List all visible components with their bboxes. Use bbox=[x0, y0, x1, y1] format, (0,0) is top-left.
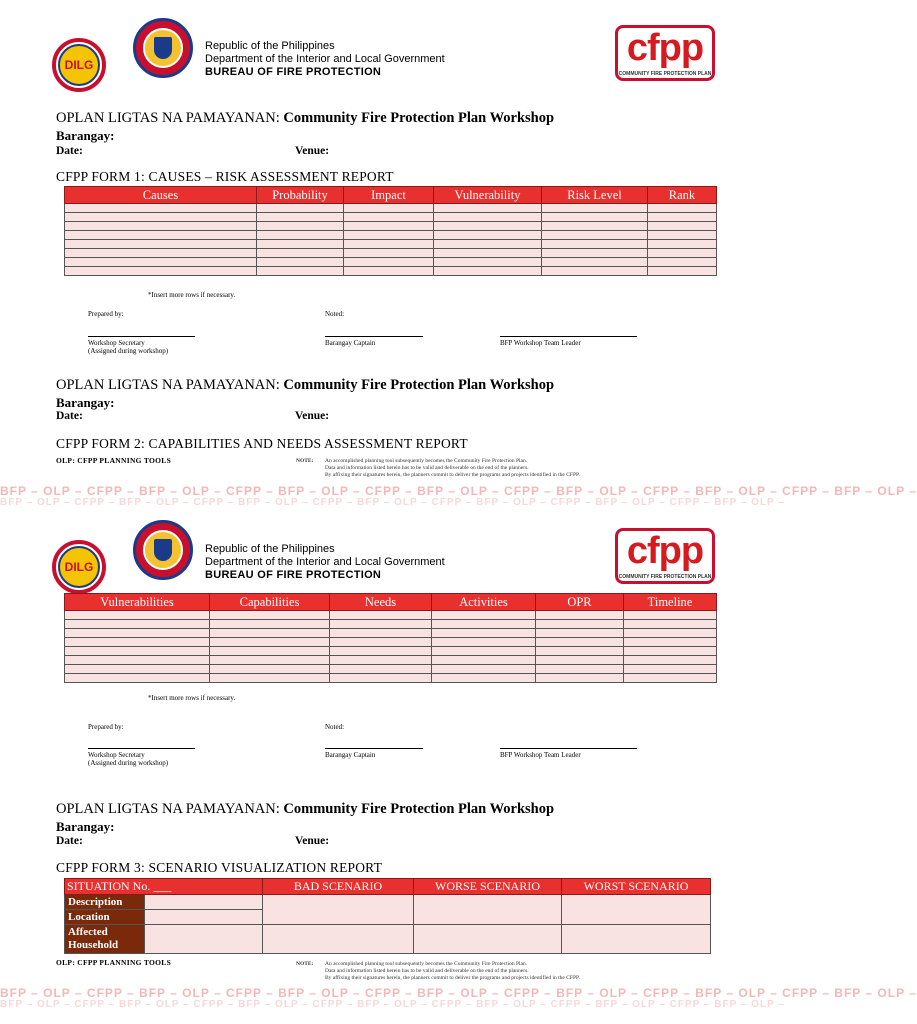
form3-cell-household-worse[interactable] bbox=[414, 925, 562, 954]
form2-table-row bbox=[65, 620, 717, 629]
form2-table-cell[interactable] bbox=[624, 611, 717, 620]
form2-table-cell[interactable] bbox=[624, 656, 717, 665]
form2-table-cell[interactable] bbox=[210, 611, 330, 620]
footer-olp-2: OLP: CFPP PLANNING TOOLS bbox=[56, 958, 172, 967]
form2-table-cell[interactable] bbox=[210, 656, 330, 665]
form3-col-situation: SITUATION No. ___ bbox=[65, 879, 263, 895]
bfp-seal-2 bbox=[133, 520, 193, 580]
watermark-2: BFP – OLP – CFPP – BFP – OLP – CFPP – BFP – OLP – CFPP – BFP – OLP – CFPP – BFP – OLP – CFPP – BFP – OLP – CFPP – BFP – OLP – bbox=[0, 986, 917, 1000]
form2-table-cell[interactable] bbox=[65, 629, 210, 638]
form1-secretary-sig: Workshop Secretary (Assigned during workshop) bbox=[88, 339, 169, 355]
date-label: Date: bbox=[56, 145, 83, 157]
form1-table-cell[interactable] bbox=[257, 204, 344, 213]
form2-table-cell[interactable] bbox=[624, 638, 717, 647]
form1-table-cell[interactable] bbox=[542, 240, 648, 249]
form1-table-cell[interactable] bbox=[344, 204, 434, 213]
form1-table-cell[interactable] bbox=[542, 267, 648, 276]
form3-row-household bbox=[65, 925, 711, 954]
form2-table-cell[interactable] bbox=[432, 674, 536, 683]
form2-captain-line bbox=[325, 748, 423, 749]
footer-note-text-1: An accomplished planning tool subsequently becomes the Community Fire Protection Plan. Data and information listed herein has to be valid and deliverable on the end of the planners. By affixing their signatures herein, the planners commit to deliver the programs and projects identified in the CFPP. bbox=[325, 458, 580, 478]
form3-cell-household-worst[interactable] bbox=[562, 925, 711, 954]
dilg-seal-text: DILG bbox=[64, 58, 94, 72]
form3-cell-location-input[interactable] bbox=[145, 910, 263, 925]
form2-table-cell[interactable] bbox=[65, 647, 210, 656]
form2-header-row bbox=[65, 594, 717, 611]
form2-table-cell[interactable] bbox=[536, 629, 624, 638]
form2-col-opr: OPR bbox=[536, 594, 624, 611]
form2-table-cell[interactable] bbox=[624, 620, 717, 629]
form2-table-cell[interactable] bbox=[330, 665, 432, 674]
form2-table-cell[interactable] bbox=[432, 656, 536, 665]
form1-table-row bbox=[65, 258, 717, 267]
form1-secretary-line bbox=[88, 336, 195, 337]
form1-table-cell[interactable] bbox=[542, 213, 648, 222]
form2-table-row bbox=[65, 674, 717, 683]
dilg-seal bbox=[52, 38, 106, 92]
form1-table-cell[interactable] bbox=[648, 204, 717, 213]
form3-cell-household-input[interactable] bbox=[145, 925, 263, 954]
form2-table-row bbox=[65, 656, 717, 665]
form2-table bbox=[64, 593, 717, 683]
form1-table-cell[interactable] bbox=[257, 213, 344, 222]
form2-table-cell[interactable] bbox=[432, 647, 536, 656]
form3-cell-household-bad[interactable] bbox=[263, 925, 414, 954]
form2-captain-sig: Barangay Captain bbox=[325, 751, 376, 759]
form2-table-cell[interactable] bbox=[624, 647, 717, 656]
form2-col-activities: Activities bbox=[432, 594, 536, 611]
form2-table-row bbox=[65, 638, 717, 647]
form1-table-cell[interactable] bbox=[542, 249, 648, 258]
footer-olp-1: OLP: CFPP PLANNING TOOLS bbox=[56, 456, 172, 465]
form2-title: CFPP FORM 2: CAPABILITIES AND NEEDS ASSESSMENT REPORT bbox=[56, 436, 468, 451]
cfpp-logo-2: cfpp COMMUNITY FIRE PROTECTION PLAN bbox=[615, 528, 715, 584]
form1-table-cell[interactable] bbox=[65, 213, 257, 222]
form1-insert-note: *Insert more rows if necessary. bbox=[148, 291, 236, 299]
cfpp-logo-word: cfpp bbox=[626, 27, 704, 69]
form2-table-cell[interactable] bbox=[432, 629, 536, 638]
form1-table-cell[interactable] bbox=[65, 222, 257, 231]
venue-label-3: Venue: bbox=[295, 835, 330, 847]
form2-table-cell[interactable] bbox=[624, 665, 717, 674]
form3-cell-worse[interactable] bbox=[414, 895, 562, 925]
form1-table-cell[interactable] bbox=[344, 231, 434, 240]
form1-table-cell[interactable] bbox=[648, 258, 717, 267]
form2-table-cell[interactable] bbox=[65, 674, 210, 683]
form2-table-cell[interactable] bbox=[330, 620, 432, 629]
form1-table-cell[interactable] bbox=[542, 222, 648, 231]
form1-col-causes: Causes bbox=[65, 187, 257, 204]
form2-col-vulnerabilities: Vulnerabilities bbox=[65, 594, 210, 611]
form1-table-row bbox=[65, 267, 717, 276]
form3-cell-bad[interactable] bbox=[263, 895, 414, 925]
form2-prepared-by: Prepared by: bbox=[88, 723, 124, 731]
form2-table-cell[interactable] bbox=[432, 611, 536, 620]
watermark-1b: BFP – OLP – CFPP – BFP – OLP – CFPP – BFP – OLP – CFPP – BFP – OLP – CFPP – BFP – OLP – CFPP – BFP – OLP – CFPP – BFP – OLP – bbox=[0, 497, 785, 508]
form2-table-cell[interactable] bbox=[536, 656, 624, 665]
form1-table-row bbox=[65, 213, 717, 222]
form1-table-cell[interactable] bbox=[542, 258, 648, 267]
form1-col-probability: Probability bbox=[257, 187, 344, 204]
barangay-label: Barangay: bbox=[56, 128, 115, 143]
form2-table-cell[interactable] bbox=[65, 656, 210, 665]
watermark-2b: BFP – OLP – CFPP – BFP – OLP – CFPP – BFP – OLP – CFPP – BFP – OLP – CFPP – BFP – OLP – CFPP – BFP – OLP – CFPP – BFP – OLP – bbox=[0, 999, 785, 1010]
form1-table-cell[interactable] bbox=[257, 222, 344, 231]
form2-leader-sig: BFP Workshop Team Leader bbox=[500, 751, 581, 759]
form2-table-cell[interactable] bbox=[536, 674, 624, 683]
form1-table-cell[interactable] bbox=[434, 249, 542, 258]
form2-table-cell[interactable] bbox=[65, 620, 210, 629]
form1-col-vulnerability: Vulnerability bbox=[434, 187, 542, 204]
form1-table-cell[interactable] bbox=[257, 267, 344, 276]
form2-table-cell[interactable] bbox=[624, 629, 717, 638]
form2-table-cell[interactable] bbox=[330, 638, 432, 647]
form1-table-cell[interactable] bbox=[434, 204, 542, 213]
form2-table-cell[interactable] bbox=[65, 611, 210, 620]
bfp-seal bbox=[133, 18, 193, 78]
barangay-label-3: Barangay: bbox=[56, 819, 115, 834]
form1-table-cell[interactable] bbox=[344, 240, 434, 249]
form3-col-worst: WORST SCENARIO bbox=[562, 879, 711, 895]
form1-table-cell[interactable] bbox=[648, 249, 717, 258]
form2-table-cell[interactable] bbox=[432, 638, 536, 647]
workshop-title: OPLAN LIGTAS NA PAMAYANAN: Community Fire Protection Plan Workshop bbox=[56, 110, 555, 126]
form1-table-cell[interactable] bbox=[65, 267, 257, 276]
form2-table-cell[interactable] bbox=[330, 674, 432, 683]
form1-table-cell[interactable] bbox=[65, 231, 257, 240]
form2-table-cell[interactable] bbox=[536, 665, 624, 674]
form2-table-cell[interactable] bbox=[536, 620, 624, 629]
form1-captain-sig: Barangay Captain bbox=[325, 339, 376, 347]
form2-table-cell[interactable] bbox=[210, 620, 330, 629]
form1-table-cell[interactable] bbox=[542, 204, 648, 213]
form2-table-cell[interactable] bbox=[624, 674, 717, 683]
date-label-2: Date: bbox=[56, 410, 83, 422]
workshop-title-3: OPLAN LIGTAS NA PAMAYANAN: Community Fire Protection Plan Workshop bbox=[56, 801, 555, 817]
barangay-label-2: Barangay: bbox=[56, 395, 115, 410]
form1-table-cell[interactable] bbox=[434, 240, 542, 249]
venue-label: Venue: bbox=[295, 145, 330, 157]
cfpp-logo-subtitle: COMMUNITY FIRE PROTECTION PLAN bbox=[618, 71, 712, 77]
form2-secretary-sig: Workshop Secretary (Assigned during workshop) bbox=[88, 751, 169, 767]
form3-col-bad: BAD SCENARIO bbox=[263, 879, 414, 895]
form3-label-location: Location bbox=[65, 910, 145, 925]
agency-header bbox=[205, 40, 445, 79]
form3-title: CFPP FORM 3: SCENARIO VISUALIZATION REPORT bbox=[56, 860, 383, 875]
form1-table-cell[interactable] bbox=[257, 231, 344, 240]
form3-table bbox=[64, 878, 711, 954]
form1-noted: Noted: bbox=[325, 310, 345, 318]
form2-noted: Noted: bbox=[325, 723, 345, 731]
form1-table-cell[interactable] bbox=[434, 231, 542, 240]
form1-table-cell[interactable] bbox=[648, 222, 717, 231]
cfpp-logo bbox=[615, 25, 715, 81]
form1-table-row bbox=[65, 240, 717, 249]
form1-table-cell[interactable] bbox=[65, 240, 257, 249]
form1-header-row bbox=[65, 187, 717, 204]
form3-row-description bbox=[65, 895, 711, 910]
form3-cell-worst[interactable] bbox=[562, 895, 711, 925]
form2-col-needs: Needs bbox=[330, 594, 432, 611]
form1-table-cell[interactable] bbox=[257, 240, 344, 249]
form2-leader-line bbox=[500, 748, 637, 749]
form1-table-cell[interactable] bbox=[344, 249, 434, 258]
workshop-title-2: OPLAN LIGTAS NA PAMAYANAN: Community Fire Protection Plan Workshop bbox=[56, 377, 555, 393]
form2-table-cell[interactable] bbox=[210, 647, 330, 656]
form1-table-row bbox=[65, 222, 717, 231]
form2-table-cell[interactable] bbox=[210, 665, 330, 674]
form1-prepared-by: Prepared by: bbox=[88, 310, 124, 318]
form1-col-impact: Impact bbox=[344, 187, 434, 204]
form1-leader-sig: BFP Workshop Team Leader bbox=[500, 339, 581, 347]
date-label-3: Date: bbox=[56, 835, 83, 847]
form3-cell-description-input[interactable] bbox=[145, 895, 263, 910]
form1-table-cell[interactable] bbox=[542, 231, 648, 240]
form1-table-cell[interactable] bbox=[257, 249, 344, 258]
form1-table-cell[interactable] bbox=[257, 258, 344, 267]
form1-table-cell[interactable] bbox=[344, 267, 434, 276]
form2-table-row bbox=[65, 647, 717, 656]
footer-note-label-2: NOTE: bbox=[296, 961, 314, 967]
form1-table-cell[interactable] bbox=[434, 222, 542, 231]
footer-note-text-2: An accomplished planning tool subsequently becomes the Community Fire Protection Plan. Data and information listed herein has to be valid and deliverable on the end of the planners. By affixing their signatures herein, the planners commit to deliver the programs and projects identified in the CFPP. bbox=[325, 961, 580, 981]
form1-table-row bbox=[65, 249, 717, 258]
form2-table-row bbox=[65, 611, 717, 620]
form1-table bbox=[64, 186, 717, 276]
form1-table-row bbox=[65, 204, 717, 213]
form1-table-cell[interactable] bbox=[648, 231, 717, 240]
venue-label-2: Venue: bbox=[295, 410, 330, 422]
header-line3: BUREAU OF FIRE PROTECTION bbox=[205, 66, 382, 78]
form2-table-cell[interactable] bbox=[536, 638, 624, 647]
form1-captain-line bbox=[325, 336, 423, 337]
form1-table-cell[interactable] bbox=[65, 258, 257, 267]
agency-header-2: Republic of the Philippines Department of the Interior and Local Government BUREAU OF FIRE PROTECTION bbox=[205, 543, 445, 581]
form1-table-cell[interactable] bbox=[434, 258, 542, 267]
form1-table-cell[interactable] bbox=[65, 249, 257, 258]
form2-insert-note: *Insert more rows if necessary. bbox=[148, 694, 236, 702]
form2-table-cell[interactable] bbox=[210, 674, 330, 683]
form1-table-cell[interactable] bbox=[648, 213, 717, 222]
form2-table-cell[interactable] bbox=[536, 647, 624, 656]
form1-table-row bbox=[65, 231, 717, 240]
form1-table-cell[interactable] bbox=[344, 222, 434, 231]
form3-header-row bbox=[65, 879, 711, 895]
form1-table-cell[interactable] bbox=[344, 213, 434, 222]
form3-col-worse: WORSE SCENARIO bbox=[414, 879, 562, 895]
form1-table-cell[interactable] bbox=[344, 258, 434, 267]
form2-secretary-line bbox=[88, 748, 195, 749]
form2-table-cell[interactable] bbox=[330, 656, 432, 665]
form2-table-cell[interactable] bbox=[432, 665, 536, 674]
footer-note-label-1: NOTE: bbox=[296, 458, 314, 464]
dilg-seal-2: DILG bbox=[52, 540, 106, 594]
form1-table-cell[interactable] bbox=[434, 267, 542, 276]
form2-col-timeline: Timeline bbox=[624, 594, 717, 611]
form1-table-cell[interactable] bbox=[434, 213, 542, 222]
form2-table-cell[interactable] bbox=[536, 611, 624, 620]
form1-col-risk-level: Risk Level bbox=[542, 187, 648, 204]
form1-table-cell[interactable] bbox=[648, 267, 717, 276]
form2-table-cell[interactable] bbox=[65, 638, 210, 647]
form2-table-cell[interactable] bbox=[210, 638, 330, 647]
form2-table-cell[interactable] bbox=[330, 629, 432, 638]
form1-title: CFPP FORM 1: CAUSES – RISK ASSESSMENT REPORT bbox=[56, 169, 394, 184]
form1-col-rank: Rank bbox=[648, 187, 717, 204]
form2-table-cell[interactable] bbox=[330, 647, 432, 656]
form3-label-description: Description bbox=[65, 895, 145, 910]
form2-table-row bbox=[65, 665, 717, 674]
form1-leader-line bbox=[500, 336, 637, 337]
form2-table-cell[interactable] bbox=[210, 629, 330, 638]
watermark-1: BFP – OLP – CFPP – BFP – OLP – CFPP – BFP – OLP – CFPP – BFP – OLP – CFPP – BFP – OLP – CFPP – BFP – OLP – CFPP – BFP – OLP – bbox=[0, 484, 917, 498]
form2-col-capabilities: Capabilities bbox=[210, 594, 330, 611]
form2-table-cell[interactable] bbox=[330, 611, 432, 620]
form2-table-cell[interactable] bbox=[432, 620, 536, 629]
header-line1: Republic of the Philippines bbox=[205, 40, 335, 52]
form1-table-cell[interactable] bbox=[65, 204, 257, 213]
header-line2: Department of the Interior and Local Government bbox=[205, 53, 445, 65]
form2-table-row bbox=[65, 629, 717, 638]
form3-label-household: Affected Household bbox=[65, 925, 145, 954]
form2-table-cell[interactable] bbox=[65, 665, 210, 674]
form1-table-cell[interactable] bbox=[648, 240, 717, 249]
